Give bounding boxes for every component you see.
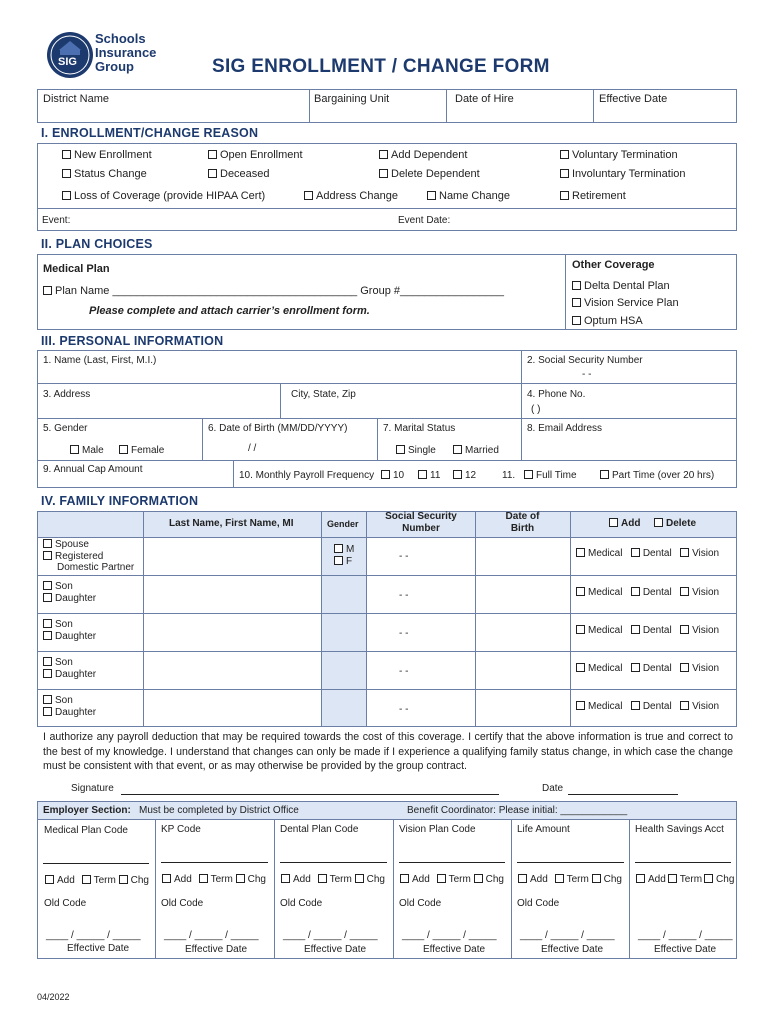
family-table [37, 511, 737, 727]
chg-label: Chg [247, 874, 266, 885]
table-row [43, 657, 96, 681]
part-time-option[interactable] [600, 470, 714, 481]
dental-option[interactable] [631, 625, 672, 636]
checkbox[interactable] [43, 669, 52, 678]
status-change-option[interactable] [62, 168, 147, 180]
checkbox[interactable] [631, 548, 640, 557]
chg-checkbox[interactable] [355, 874, 364, 883]
address-field[interactable]: 3. Address [43, 389, 91, 400]
involuntary-termination-option[interactable] [560, 168, 686, 180]
effective-date-blank[interactable]: ____ / _____ / _____ [638, 930, 733, 941]
chg-label: Chg [716, 874, 735, 885]
retirement-option[interactable] [560, 190, 626, 202]
employer-section-note: Must be completed by District Office [139, 805, 299, 816]
medical-option[interactable] [576, 548, 622, 559]
chg-label: Chg [603, 874, 622, 885]
effective-date-label: Effective Date [541, 944, 604, 955]
vision-label: Vision [692, 548, 720, 559]
effective-date-blank[interactable]: ____ / _____ / _____ [283, 930, 378, 941]
chg-checkbox[interactable] [236, 874, 245, 883]
chg-checkbox[interactable] [704, 874, 713, 883]
daughter-option[interactable] [43, 669, 96, 681]
term-label: Term [210, 874, 233, 885]
delete-label: Delete [666, 518, 697, 529]
add-dependent-option[interactable] [379, 149, 467, 161]
ssn-dash: - - [399, 704, 409, 715]
logo-text-2: Insurance [95, 45, 157, 60]
daughter-option[interactable] [43, 631, 96, 643]
effective-date-label: Effective Date [185, 944, 248, 955]
district-name-field[interactable]: District Name [43, 93, 110, 105]
add-dependent-label: Add Dependent [391, 149, 468, 161]
checkbox[interactable] [680, 701, 689, 710]
checkbox[interactable] [576, 548, 585, 557]
section-4-title: IV. FAMILY INFORMATION [41, 494, 199, 508]
logo-text-3: Group [95, 59, 134, 74]
m-label: M [346, 544, 355, 555]
dental-option[interactable] [631, 663, 672, 674]
freq-10-option[interactable] [381, 470, 404, 481]
add-checkbox[interactable] [281, 874, 290, 883]
code-line[interactable] [517, 862, 624, 863]
effective-date-label: Effective Date [654, 944, 717, 955]
kp-code-label: KP Code [161, 824, 201, 835]
checkbox[interactable] [418, 470, 427, 479]
vision-label: Vision [692, 663, 720, 674]
effective-date-blank[interactable]: ____ / _____ / _____ [520, 930, 615, 941]
vision-label: Vision [692, 701, 720, 712]
effective-date-label: Effective Date [67, 943, 130, 954]
gender-label: 5. Gender [43, 423, 88, 434]
freq-12-option[interactable] [453, 470, 476, 481]
coverage-options [576, 587, 719, 598]
ssn-field[interactable]: 2. Social Security Number [527, 355, 643, 366]
dental-plan-code-label: Dental Plan Code [280, 824, 359, 835]
medical-label: Medical [588, 663, 623, 674]
checkbox[interactable] [576, 663, 585, 672]
authorization-text: I authorize any payroll deduction that may be required towards the cost of this coverage. I certify that the above information is true and correct to the best of my knowledge. I understand that changes can only be made if I experience a qualifying family status change, in which case the change must be consistent with that event, or as may otherwise be provided by the group contract. [43, 731, 733, 772]
checkbox[interactable] [576, 701, 585, 710]
checkbox[interactable] [43, 286, 52, 295]
table-row [43, 581, 96, 605]
signature-label: Signature [71, 783, 114, 794]
checkbox[interactable] [43, 631, 52, 640]
phone-parens: ( ) [531, 404, 541, 415]
plan-name-line: Plan Name ________________________________________ Group #_________________ [55, 285, 504, 297]
medical-label: Medical [588, 625, 623, 636]
daughter-label: Daughter [55, 593, 97, 604]
voluntary-termination-option[interactable] [560, 149, 678, 161]
deceased-option[interactable] [208, 168, 270, 180]
address-change-label: Address Change [316, 190, 398, 202]
checkbox[interactable] [208, 150, 217, 159]
medical-plan-label: Medical Plan [43, 263, 110, 275]
medical-label: Medical [588, 701, 623, 712]
effective-date-blank[interactable]: ____ / _____ / _____ [402, 930, 497, 941]
checkbox[interactable] [576, 587, 585, 596]
action-options [281, 874, 385, 885]
checkbox[interactable] [600, 470, 609, 479]
page-title: SIG ENROLLMENT / CHANGE FORM [212, 56, 550, 77]
marital-status-label: 7. Marital Status [383, 423, 456, 434]
code-line[interactable] [43, 863, 149, 864]
part-time-label: Part Time (over 20 hrs) [612, 470, 715, 481]
son-option[interactable] [43, 695, 96, 707]
coverage-options [576, 548, 719, 559]
checkbox[interactable] [572, 281, 581, 290]
dental-label: Dental [642, 663, 672, 674]
term-checkbox[interactable] [668, 874, 677, 883]
checkbox[interactable] [43, 539, 52, 548]
vision-plan-code-label: Vision Plan Code [399, 824, 476, 835]
form-revision: 04/2022 [37, 992, 70, 1002]
other-coverage-label: Other Coverage [572, 259, 655, 271]
checkbox[interactable] [304, 191, 313, 200]
add-label: Add [648, 874, 666, 885]
daughter-label: Daughter [55, 707, 97, 718]
married-label: Married [465, 445, 499, 456]
name-change-option[interactable] [427, 190, 510, 202]
registered-option[interactable] [43, 551, 134, 563]
monthly-payroll-label: 10. Monthly Payroll Frequency [239, 470, 375, 481]
section-2-title: II. PLAN CHOICES [41, 237, 153, 251]
term-checkbox[interactable] [318, 874, 327, 883]
col-gender-header: Gender [327, 519, 359, 529]
checkbox[interactable] [43, 707, 52, 716]
code-line[interactable] [399, 862, 505, 863]
son-option[interactable] [43, 619, 96, 631]
benefit-coordinator-field[interactable]: Benefit Coordinator: Please initial: ____________ [407, 805, 628, 816]
checkbox[interactable] [680, 587, 689, 596]
single-label: Single [408, 445, 436, 456]
dental-option[interactable] [631, 587, 672, 598]
add-checkbox[interactable] [45, 875, 54, 884]
dob-field[interactable]: 6. Date of Birth (MM/DD/YYYY) [208, 423, 348, 434]
add-label: Add [621, 518, 641, 529]
checkbox[interactable] [631, 663, 640, 672]
f-option[interactable] [334, 556, 354, 568]
new-enrollment-label: New Enrollment [74, 149, 152, 161]
ssn-dash: - - [399, 551, 409, 562]
ssn-dash: - - [399, 590, 409, 601]
checkbox[interactable] [560, 150, 569, 159]
add-checkbox[interactable] [636, 874, 645, 883]
term-checkbox[interactable] [555, 874, 564, 883]
term-label: Term [566, 874, 589, 885]
ssn-dash: - - [399, 628, 409, 639]
section-1-title: I. ENROLLMENT/CHANGE REASON [41, 126, 259, 140]
checkbox[interactable] [43, 551, 52, 560]
term-label: Term [93, 875, 116, 886]
chg-checkbox[interactable] [592, 874, 601, 883]
medical-plan-code-label: Medical Plan Code [44, 825, 128, 836]
old-code-label: Old Code [44, 898, 87, 909]
daughter-label: Daughter [55, 669, 97, 680]
loss-of-coverage-label: Loss of Coverage (provide HIPAA Cert) [74, 190, 266, 202]
effective-date-label: Effective Date [423, 944, 486, 955]
action-options [162, 874, 266, 885]
code-line[interactable] [161, 862, 268, 863]
action-options [636, 874, 734, 885]
checkbox[interactable] [631, 701, 640, 710]
checkbox[interactable] [119, 445, 128, 454]
checkbox[interactable] [609, 518, 618, 527]
checkbox[interactable] [560, 169, 569, 178]
health-savings-acct-label: Health Savings Acct [635, 824, 724, 835]
signature-line[interactable] [121, 794, 499, 795]
employer-section-label: Employer Section: [43, 805, 131, 816]
col-dob-header: Date of Birth [505, 511, 540, 534]
son-label: Son [55, 581, 73, 592]
add-checkbox[interactable] [162, 874, 171, 883]
new-enrollment-option[interactable] [62, 149, 152, 161]
coverage-options [576, 625, 719, 636]
date-of-hire-field[interactable]: Date of Hire [455, 93, 514, 105]
term-label: Term [329, 874, 352, 885]
son-label: Son [55, 657, 73, 668]
chg-label: Chg [130, 875, 149, 886]
medical-option[interactable] [576, 587, 622, 598]
date-label: Date [542, 783, 564, 794]
dob-slashes: / / [248, 443, 257, 454]
delta-dental-option[interactable] [572, 280, 670, 292]
plan-name-field[interactable] [43, 285, 504, 297]
plan-instruction: Please complete and attach carrier’s enrollment form. [89, 305, 370, 317]
checkbox[interactable] [680, 663, 689, 672]
term-label: Term [448, 874, 471, 885]
medical-label: Medical [588, 587, 623, 598]
add-checkbox[interactable] [518, 874, 527, 883]
m-option[interactable] [334, 544, 354, 556]
female-option[interactable] [119, 445, 164, 456]
term-checkbox[interactable] [437, 874, 446, 883]
checkbox[interactable] [654, 518, 663, 527]
full-time-label: Full Time [536, 470, 577, 481]
retirement-label: Retirement [572, 190, 626, 202]
add-label: Add [174, 874, 192, 885]
voluntary-termination-label: Voluntary Termination [572, 149, 678, 161]
checkbox[interactable] [427, 191, 436, 200]
old-code-label: Old Code [517, 898, 560, 909]
involuntary-termination-label: Involuntary Termination [572, 168, 686, 180]
effective-date-blank[interactable]: ____ / _____ / _____ [164, 930, 259, 941]
checkbox[interactable] [631, 625, 640, 634]
item-11-label: 11. [502, 470, 516, 481]
freq-11-label: 11 [430, 470, 441, 481]
medical-label: Medical [588, 548, 623, 559]
table-row [43, 695, 96, 719]
vision-option[interactable] [680, 701, 719, 712]
daughter-option[interactable] [43, 593, 96, 605]
chg-checkbox[interactable] [474, 874, 483, 883]
checkbox[interactable] [680, 625, 689, 634]
son-label: Son [55, 695, 73, 706]
effective-date-field[interactable]: Effective Date [599, 93, 668, 105]
loss-of-coverage-option[interactable] [62, 190, 265, 202]
checkbox[interactable] [572, 298, 581, 307]
open-enrollment-label: Open Enrollment [220, 149, 303, 161]
add-label: Add [293, 874, 311, 885]
col-delete-header[interactable] [654, 518, 696, 529]
col-name-header: Last Name, First Name, MI [169, 518, 294, 529]
col-ssn-header: Social Security Number [385, 511, 457, 534]
daughter-option[interactable] [43, 707, 96, 719]
dental-label: Dental [642, 548, 672, 559]
col-add-header[interactable] [609, 518, 640, 529]
table-row [43, 619, 96, 643]
checkbox[interactable] [43, 619, 52, 628]
medical-option[interactable] [576, 663, 622, 674]
add-label: Add [412, 874, 430, 885]
ssn-dashes: - - [582, 369, 592, 380]
vision-service-label: Vision Service Plan [584, 297, 679, 309]
section-3-title: III. PERSONAL INFORMATION [41, 334, 224, 348]
dental-label: Dental [642, 625, 672, 636]
vision-option[interactable] [680, 587, 719, 598]
old-code-label: Old Code [399, 898, 442, 909]
vision-service-option[interactable] [572, 297, 679, 309]
checkbox[interactable] [396, 445, 405, 454]
checkbox[interactable] [43, 593, 52, 602]
ssn-dash: - - [399, 666, 409, 677]
open-enrollment-option[interactable] [208, 149, 303, 161]
optum-hsa-option[interactable] [572, 315, 643, 327]
delete-dependent-label: Delete Dependent [391, 168, 480, 180]
phone-field[interactable]: 4. Phone No. [527, 389, 586, 400]
full-time-option[interactable] [524, 470, 577, 481]
code-line[interactable] [280, 862, 387, 863]
add-label: Add [57, 875, 75, 886]
checkbox[interactable] [572, 316, 581, 325]
delete-dependent-option[interactable] [379, 168, 480, 180]
event-date-field[interactable]: Event Date: [398, 215, 451, 226]
dental-option[interactable] [631, 548, 672, 559]
married-option[interactable] [453, 445, 499, 456]
checkbox[interactable] [560, 191, 569, 200]
effective-date-label: Effective Date [304, 944, 367, 955]
coverage-options [576, 701, 719, 712]
checkbox[interactable] [43, 657, 52, 666]
vision-option[interactable] [680, 548, 719, 559]
name-change-label: Name Change [439, 190, 510, 202]
medical-option[interactable] [576, 701, 622, 712]
deceased-label: Deceased [220, 168, 270, 180]
term-checkbox[interactable] [82, 875, 91, 884]
name-field[interactable]: 1. Name (Last, First, M.I.) [43, 355, 157, 366]
vision-label: Vision [692, 587, 720, 598]
logo-emblem-icon [45, 30, 95, 80]
checkbox[interactable] [379, 169, 388, 178]
bargaining-unit-field[interactable]: Bargaining Unit [314, 93, 390, 105]
event-field[interactable]: Event: [42, 215, 71, 226]
checkbox[interactable] [208, 169, 217, 178]
checkbox[interactable] [381, 470, 390, 479]
freq-12-label: 12 [465, 470, 477, 481]
action-options [400, 874, 504, 885]
dental-label: Dental [642, 587, 672, 598]
f-label: F [346, 555, 353, 567]
son-label: Son [55, 619, 73, 630]
son-option[interactable] [43, 581, 96, 593]
add-label: Add [530, 874, 548, 885]
chg-checkbox[interactable] [119, 875, 128, 884]
term-checkbox[interactable] [199, 874, 208, 883]
checkbox[interactable] [62, 169, 71, 178]
dental-option[interactable] [631, 701, 672, 712]
life-amount-label: Life Amount [517, 824, 570, 835]
logo-text-1: Schools [95, 31, 146, 46]
checkbox[interactable] [680, 548, 689, 557]
checkbox[interactable] [453, 470, 462, 479]
daughter-label: Daughter [55, 631, 97, 642]
domestic-partner-label: Domestic Partner [57, 562, 135, 573]
spouse-option[interactable] [43, 539, 134, 551]
action-options [45, 875, 149, 886]
old-code-label: Old Code [161, 898, 204, 909]
checkbox[interactable] [631, 587, 640, 596]
code-line[interactable] [635, 862, 731, 863]
checkbox[interactable] [70, 445, 79, 454]
vision-label: Vision [692, 625, 720, 636]
single-option[interactable] [396, 445, 436, 456]
female-label: Female [131, 445, 165, 456]
vision-option[interactable] [680, 625, 719, 636]
address-change-option[interactable] [304, 190, 398, 202]
table-row [43, 539, 134, 574]
freq-11-option[interactable] [418, 470, 440, 481]
add-checkbox[interactable] [400, 874, 409, 883]
logo-badge: SIG [58, 56, 77, 68]
freq-10-label: 10 [393, 470, 405, 481]
action-options [518, 874, 622, 885]
spouse-gender [334, 544, 354, 567]
date-line[interactable] [568, 794, 678, 795]
checkbox[interactable] [62, 191, 71, 200]
spouse-label: Spouse [55, 539, 89, 550]
effective-date-blank[interactable]: ____ / _____ / _____ [46, 930, 141, 941]
checkbox[interactable] [576, 625, 585, 634]
medical-option[interactable] [576, 625, 622, 636]
delta-dental-label: Delta Dental Plan [584, 280, 670, 292]
email-field[interactable]: 8. Email Address [527, 423, 603, 434]
status-change-label: Status Change [74, 168, 147, 180]
dental-label: Dental [642, 701, 672, 712]
checkbox[interactable] [334, 556, 343, 565]
vision-option[interactable] [680, 663, 719, 674]
checkbox[interactable] [334, 544, 343, 553]
checkbox[interactable] [524, 470, 533, 479]
annual-cap-field[interactable]: 9. Annual Cap Amount [43, 464, 143, 475]
logo [45, 30, 165, 80]
checkbox[interactable] [379, 150, 388, 159]
male-label: Male [82, 445, 104, 456]
checkbox[interactable] [453, 445, 462, 454]
checkbox[interactable] [62, 150, 71, 159]
optum-hsa-label: Optum HSA [584, 315, 643, 327]
checkbox[interactable] [43, 581, 52, 590]
male-option[interactable] [70, 445, 104, 456]
term-label: Term [679, 874, 703, 885]
coverage-options [576, 663, 719, 674]
checkbox[interactable] [43, 695, 52, 704]
chg-label: Chg [366, 874, 385, 885]
city-state-zip-field[interactable]: City, State, Zip [291, 389, 356, 400]
son-option[interactable] [43, 657, 96, 669]
chg-label: Chg [485, 874, 504, 885]
old-code-label: Old Code [280, 898, 323, 909]
registered-label: Registered [55, 550, 104, 562]
